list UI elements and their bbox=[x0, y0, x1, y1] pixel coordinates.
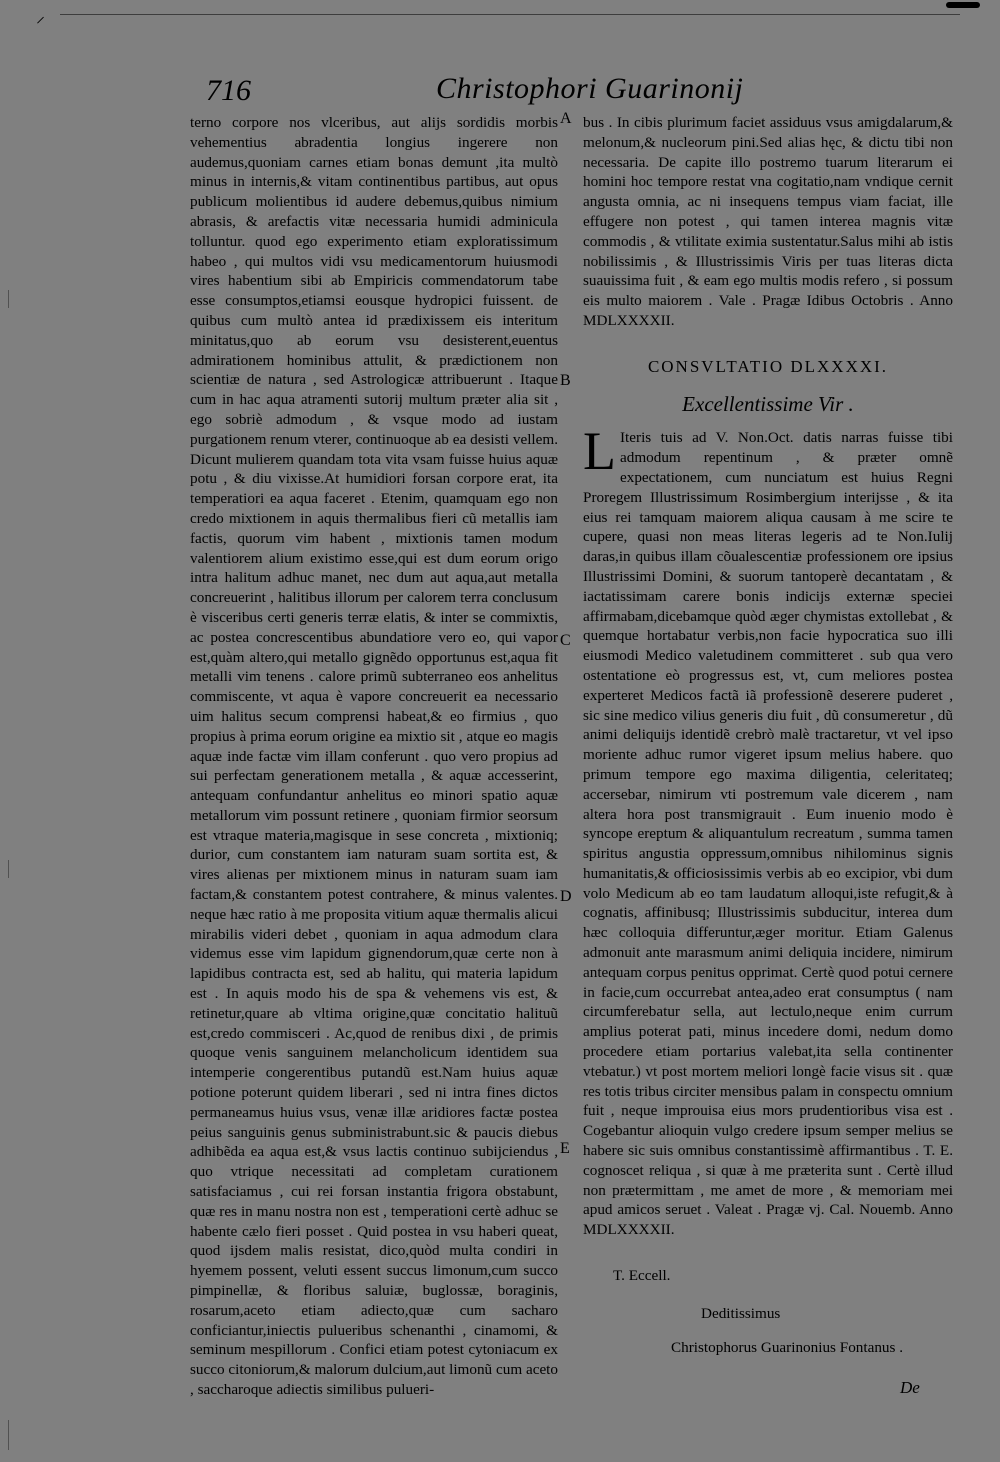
salutation: Excellentissime Vir . bbox=[682, 391, 854, 416]
drop-cap: L bbox=[583, 421, 616, 482]
margin-mark-e: E bbox=[560, 1140, 570, 1157]
left-column-text: terno corpore nos vlceribus, aut alijs sordidis morbis vehementius abradentia longius ingerere non audemus,quoniam carnes etiam bonas demunt ,ita multò minus in internis,& vitam continentibus partibus, aut opus publicum molientibus id audere debemus,quibus nimium abrasis, & arefactis vitæ necessaria humidi adminicula tolluntur. quod ego experimento etiam exploratissimum habeo , qui multos vidi vsu medicamentorum huiusmodi vires habentium sibi ab Empiricis commendatorum tabe esse consumptos,etiamsi eousque hydropici fuissent. de quibus cum multò antea id prædixissem eis interitum minitatus,quo ab eorum vsu desisterent,euentus admirationem hominibus attulit, & prædictionem non scientiæ de natura , sed Astrologicæ attribuerunt . Itaque cum in hac aqua atramenti sutorij multum præter alia sit , ego sobriè admodum , & vsque modo ad iustam purgationem renum vterer, continuoque ab ea desisti vellem. Dicunt mulierem quandam tota vita vsam fuisse huius aquæ potu , & diu vixisse.At humidiori forsan corpore erat, ita temperatiori ea aqua faceret . Etenim, quamquam ego non credo mixtionem in aquis thermalibus fieri cũ metallis iam factis, quorum vim habent , mixtionis tamen modum valentiorem alium existimo esse,qui est dum eorum origo intra halitum adhuc manet, nec dum aut aqua,aut metalla concreuerint , halitibus illorum per calorem terra conclusum è visceribus certi generis terræ elatis, & inter se commixtis, ac postea concrescentibus abundatiore vero eo, qui vapor est,quàm altero,qui metallo gignẽdo opportunus est,aqua fit metalli vim tenens . calore primũ subterraneo eos anhelitus commiscente, vt aqua è vapore concreuerit ea necessario uim halitus secum comprensi habeat,& eo firmius , quo propius à prima eorum origine ea mixtio sit , atque eo magis aquæ inde factæ vim illam conferunt . quo vero propius ad sui perfectam generationem metalla , & aquæ accesserint, antequam confundantur anhelitus eo minori spatio aquæ metallorum vim possunt retinere , quoniam firmior seorsum est vtraque materia,magisque in sese concreta , mixtioniq; durior, cum constantem iam naturam suam sortita est, & vires alienas per mixtionem minus in naturam suam iam factam,& constantem potest contrahere, & minus valentes. neque hæc ratio à me proposita vitium aquæ thermalis alicui mirabilis videri debet , quoniam in aqua admodum clara videmus esse vim lapidum gignendorum,quæ certe non à lapidibus contracta est, sed ab halitu, qui materia lapidum est . In aquis modo his de spa & vehemens vis est, & retinetur,quare ab vltima origine,quæ concitatio halituũ est,credo commisceri . Ac,quod de renibus dixi , de primis quoque venis sanguinem melancholicum identidem sua intemperie congerentibus putandũ est.Nam huius aquæ potione poterunt quidem liberari , sed ni intra fines dictos permaneamus huius vsus, venæ illæ aridiores factæ postea peius sanguinis genus subministrabunt.sic & paucis diebus adhibẽda ea aqua est,& vsus lactis continuo subijciendus , quo vtrique necessitati ad completam curationem satisfaciamus , cui rei forsan instantia frigora obstabunt, quæ res in manu nostra non est , temperationi certè adhuc se habente cælo fieri posset . Quid postea in vsu haberi queat, quod ijsdem malis resistat, dico,quòd multa condiri in hyemem possent, veluti essent succus limonum,cum succo pimpinellæ, & floribus saluiæ, buglossæ, boraginis, rosarum,aceto etiam adiecto,quæ cum sacharo conficiantur,iniectis pulueribus schenanthi , cinamomi, & seminum mespillorum . Confici etiam potest cytoniacum ex succo citoniorum,& malorum dulcium,aut limonũ cum aceto , saccharoque adiectis similibus pulueri- bbox=[190, 114, 558, 1398]
top-left-mark-icon: ⸝ bbox=[36, 6, 45, 26]
running-head: Christophori Guarinonij bbox=[436, 72, 744, 105]
margin-mark-d: D bbox=[560, 888, 572, 905]
letter-body-text: Iteris tuis ad V. Non.Oct. datis narras fuisse tibi admodum repentinum , & præter omnẽ expectationem, cum nunciatum est huius Regni Proregem Illustrissimum Rosimbergium interijsse , & ita eius rei tamquam maiorem aliqua causam à me scire te cupere, quasi non meas literas legeris ad te Non.Iulij daras,in quibus illam cõualescentiæ professionem ore ipsius Illustrissimi Domini, & suorum tantoperè decantatam , & iactatissimam carere bonis indicijs externæ speciei affirmabam,dicebamque quòd æger chymistas extollebat , & quemque hortabatur verbis,non facie hypocratica suo illi eiusmodi Medico valetudinem committeret . sub qua vero ostentatione eò progressus est, vt, cum meliores postea experteret Medicos factã iã professionẽ deserere puderet , sic sine medico vilius generis diu fuit , dũ consumeretur , dũ animi deliquijs identidẽ crebrò malè tractaretur, vt vel ipso moriente adhuc rumor vigeret ipsum melius habere. quo primum tempore ego maxima diligentia, celeritateq; accersebar, nimirum vti postremum vale dicerem , nam altera hora post transmigrauit . Eum inuenio modo è syncope ereptum & aliquantulum recreatum , summa tamen spiritus angustia oppressum,omnibus nihilominus signis humanitatis,& officiosissimis verbis ab eo excipior, vbi dum volo Medicum ab eo tam laudatum alloqui,iste refugit,& à cognatis, affinibusq; Illustrissimis subducitur, interea dum hæc colloquia differuntur,æger moritur. Etiam Galenus admonuit ante marasmum animi deliquia incidere, nimirum antequam corpus penitus opprimat. Certè quod potui cernere in facie,cum occurrebat antea,adeo erat consumptus ( nam circumferebatur sella, aut lectulo,neque enim currum amplius poterat pati, minus incedere domi, nedum domo procedere etiam portarius valebat,ita sella continenter vtebatur.) vt post mortem meliori longè facie visus sit . quæ res totis tribus circiter mensibus palam in conspectu omnium fuit , neque improuisa eius mors prudentioribus visa est . Cogebantur alioquin vulgo credere ipsum semper melius se habere sic suis omnibus constantissimè affirmantibus . T. E. cognoscet reliqua , si quæ à me præterita sunt . Certè illud non prætermittam , me amet de more , & memoriam mei apud amicos seruet . Valeat . Pragæ vj. Cal. Nouemb. Anno MDLXXXXII. bbox=[583, 429, 953, 1239]
consultation-title: CONSVLTATIO DLXXXXI. bbox=[647, 356, 889, 376]
corner-ink-mark-icon bbox=[946, 2, 980, 8]
margin-mark-c: C bbox=[560, 632, 571, 649]
right-text-column bbox=[583, 113, 953, 1413]
left-edge-line-1 bbox=[8, 290, 9, 308]
closing-address: T. Eccell. bbox=[613, 1267, 671, 1285]
top-border-rule bbox=[60, 14, 960, 15]
letter-body bbox=[583, 421, 953, 1240]
page-number: 716 bbox=[206, 74, 251, 107]
catchword: De bbox=[900, 1378, 920, 1397]
left-edge-line-2 bbox=[8, 860, 9, 878]
closing-deditissimus: Deditissimus bbox=[701, 1304, 781, 1322]
left-edge-line-3 bbox=[8, 1420, 9, 1450]
margin-mark-a: A bbox=[560, 110, 572, 127]
signature-name: Christophorus Guarinonius Fontanus . bbox=[671, 1338, 904, 1356]
margin-mark-b: B bbox=[560, 372, 571, 389]
previous-letter-ending: bus . In cibis plurimum faciet assiduus vsus amigdalarum,& melonum,& nucleorum pini.Sed alias hęc, & dictu tibi non necessaria. De capite illo postremo tuarum literarum ei homini hoc tempore restat vna cogitatio,nam vndique cernit angusta omnia, ac ni insequens tempus viam faciat, ille effugere non potest , qui tamen interea magnis vitæ commodis , & vtilitate eximia sustentatur.Salus mihi ab istis nobilissimis , & Illustrissimis Viris per tuas literas dicta suauissima fuit , & eam ego multis modis refero , si possum eis multo maiorem . Vale . Pragæ Idibus Octobris . Anno MDLXXXXII. bbox=[583, 114, 953, 329]
left-text-column bbox=[190, 113, 558, 1398]
